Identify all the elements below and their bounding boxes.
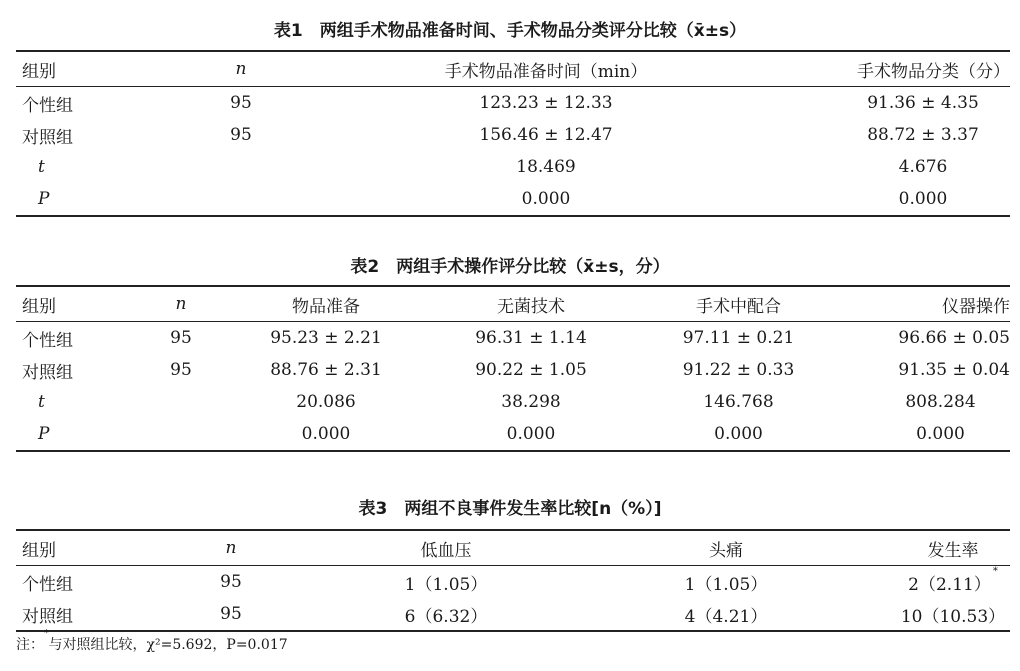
table-cell <box>136 418 226 451</box>
table-cell: 个性组 <box>22 330 73 351</box>
table3-caption: 表3 两组不良事件发生率比较[n（%）] <box>358 499 662 519</box>
table-cell: 91.36 ± 4.35 <box>867 93 979 113</box>
header-cell-aseptic: 无菌技术 <box>426 286 636 322</box>
header-cell-group: 组别 <box>16 530 166 566</box>
table-row <box>16 151 1010 183</box>
header-cell-instrument: 仪器操作 <box>841 286 1010 322</box>
table-cell: 95 <box>230 125 252 145</box>
table-cell: 0.000 <box>426 418 636 451</box>
table-row <box>16 566 1010 599</box>
table1-caption: 表1 两组手术物品准备时间、手术物品分类评分比较（x̄±s） <box>273 21 747 41</box>
header-cell-group: 组别 <box>16 51 166 87</box>
table-cell: 95 <box>220 572 242 592</box>
note-text: 与对照组比较，χ²=5.692，P=0.017 <box>48 637 288 653</box>
table-cell: P <box>16 418 136 451</box>
table-cell: 91.22 ± 0.33 <box>682 360 795 380</box>
table-cell: 对照组 <box>16 598 166 631</box>
table-cell: 88.72 ± 3.37 <box>867 125 979 145</box>
table-row <box>16 598 1010 631</box>
table-cell <box>166 183 316 216</box>
table-cell: 91.35 ± 0.04 <box>898 360 1010 380</box>
header-cell-prep-time: 手术物品准备时间（min） <box>316 51 776 87</box>
table-row <box>16 354 1010 386</box>
table-cell <box>166 151 316 183</box>
table-cell: 对照组 <box>22 362 73 383</box>
table-cell: 0.000 <box>841 418 1010 451</box>
table-cell: 97.11 ± 0.21 <box>682 328 795 348</box>
table-cell: 95.23 ± 2.21 <box>270 328 382 348</box>
table-cell: t <box>38 392 45 412</box>
table2-caption: 表2 两组手术操作评分比较（x̄±s，分） <box>350 257 670 277</box>
table-note <box>16 629 288 654</box>
header-cell-n: n <box>166 51 316 87</box>
table-cell: 38.298 <box>501 392 561 412</box>
table-cell: 个性组 <box>22 95 73 116</box>
table-cell: 95 <box>170 328 192 348</box>
table-cell: 88.76 ± 2.31 <box>270 360 382 380</box>
table3 <box>16 529 1010 632</box>
table-cell: 4.676 <box>898 157 948 177</box>
table-cell: 156.46 ± 12.47 <box>479 125 613 145</box>
table-row <box>16 418 1010 451</box>
note-mark: * <box>44 629 49 639</box>
table-cell: 1（1.05） <box>684 574 768 595</box>
table-cell: 96.66 ± 0.05 <box>898 328 1010 348</box>
table-cell: 0.000 <box>316 183 776 216</box>
header-cell-n: n <box>166 530 296 566</box>
table-cell <box>136 386 226 418</box>
table3-header-row <box>16 530 1010 566</box>
table-row <box>16 386 1010 418</box>
table2 <box>16 285 1010 452</box>
table-cell: 0.000 <box>226 418 426 451</box>
table-cell: 20.086 <box>296 392 356 412</box>
table-cell <box>856 566 1010 599</box>
table-row <box>16 322 1010 355</box>
table1 <box>16 50 1010 217</box>
table1-header-row <box>16 51 1010 87</box>
header-cell-classification: 手术物品分类（分） <box>776 51 1010 87</box>
header-cell-n: n <box>136 286 226 322</box>
table2-header-row <box>16 286 1010 322</box>
note-prefix: 注： <box>16 637 44 653</box>
table-cell: 96.31 ± 1.14 <box>475 328 587 348</box>
table-cell: 0.000 <box>636 418 841 451</box>
table-cell: 123.23 ± 12.33 <box>479 93 613 113</box>
table-cell: 4（4.21） <box>596 598 856 631</box>
table-cell: 0.000 <box>776 183 1010 216</box>
table-cell: t <box>38 157 45 177</box>
footnote-mark: * <box>992 565 998 577</box>
table-cell: 对照组 <box>22 127 73 148</box>
table-cell: 146.768 <box>703 392 774 412</box>
header-cell-headache: 头痛 <box>596 530 856 566</box>
table-cell: 6（6.32） <box>296 598 596 631</box>
table-cell: 808.284 <box>905 392 976 412</box>
table-row <box>16 87 1010 120</box>
table-cell: 1（1.05） <box>404 574 488 595</box>
header-cell-group: 组别 <box>16 286 136 322</box>
table-row <box>16 183 1010 216</box>
header-cell-item-prep: 物品准备 <box>226 286 426 322</box>
table-cell: 90.22 ± 1.05 <box>475 360 587 380</box>
table-cell: 95 <box>230 93 252 113</box>
header-cell-cooperation: 手术中配合 <box>636 286 841 322</box>
header-cell-hypotension: 低血压 <box>296 530 596 566</box>
table-row <box>16 119 1010 151</box>
table-cell: 18.469 <box>516 157 576 177</box>
table-cell: 个性组 <box>22 574 73 595</box>
table-cell: 95 <box>166 598 296 631</box>
table-cell: P <box>16 183 166 216</box>
header-cell-incidence: 发生率 <box>856 530 1010 566</box>
table-cell: 10（10.53） <box>856 598 1010 631</box>
table-cell: 95 <box>170 360 192 380</box>
incidence-value: 2（2.11） <box>908 574 991 595</box>
